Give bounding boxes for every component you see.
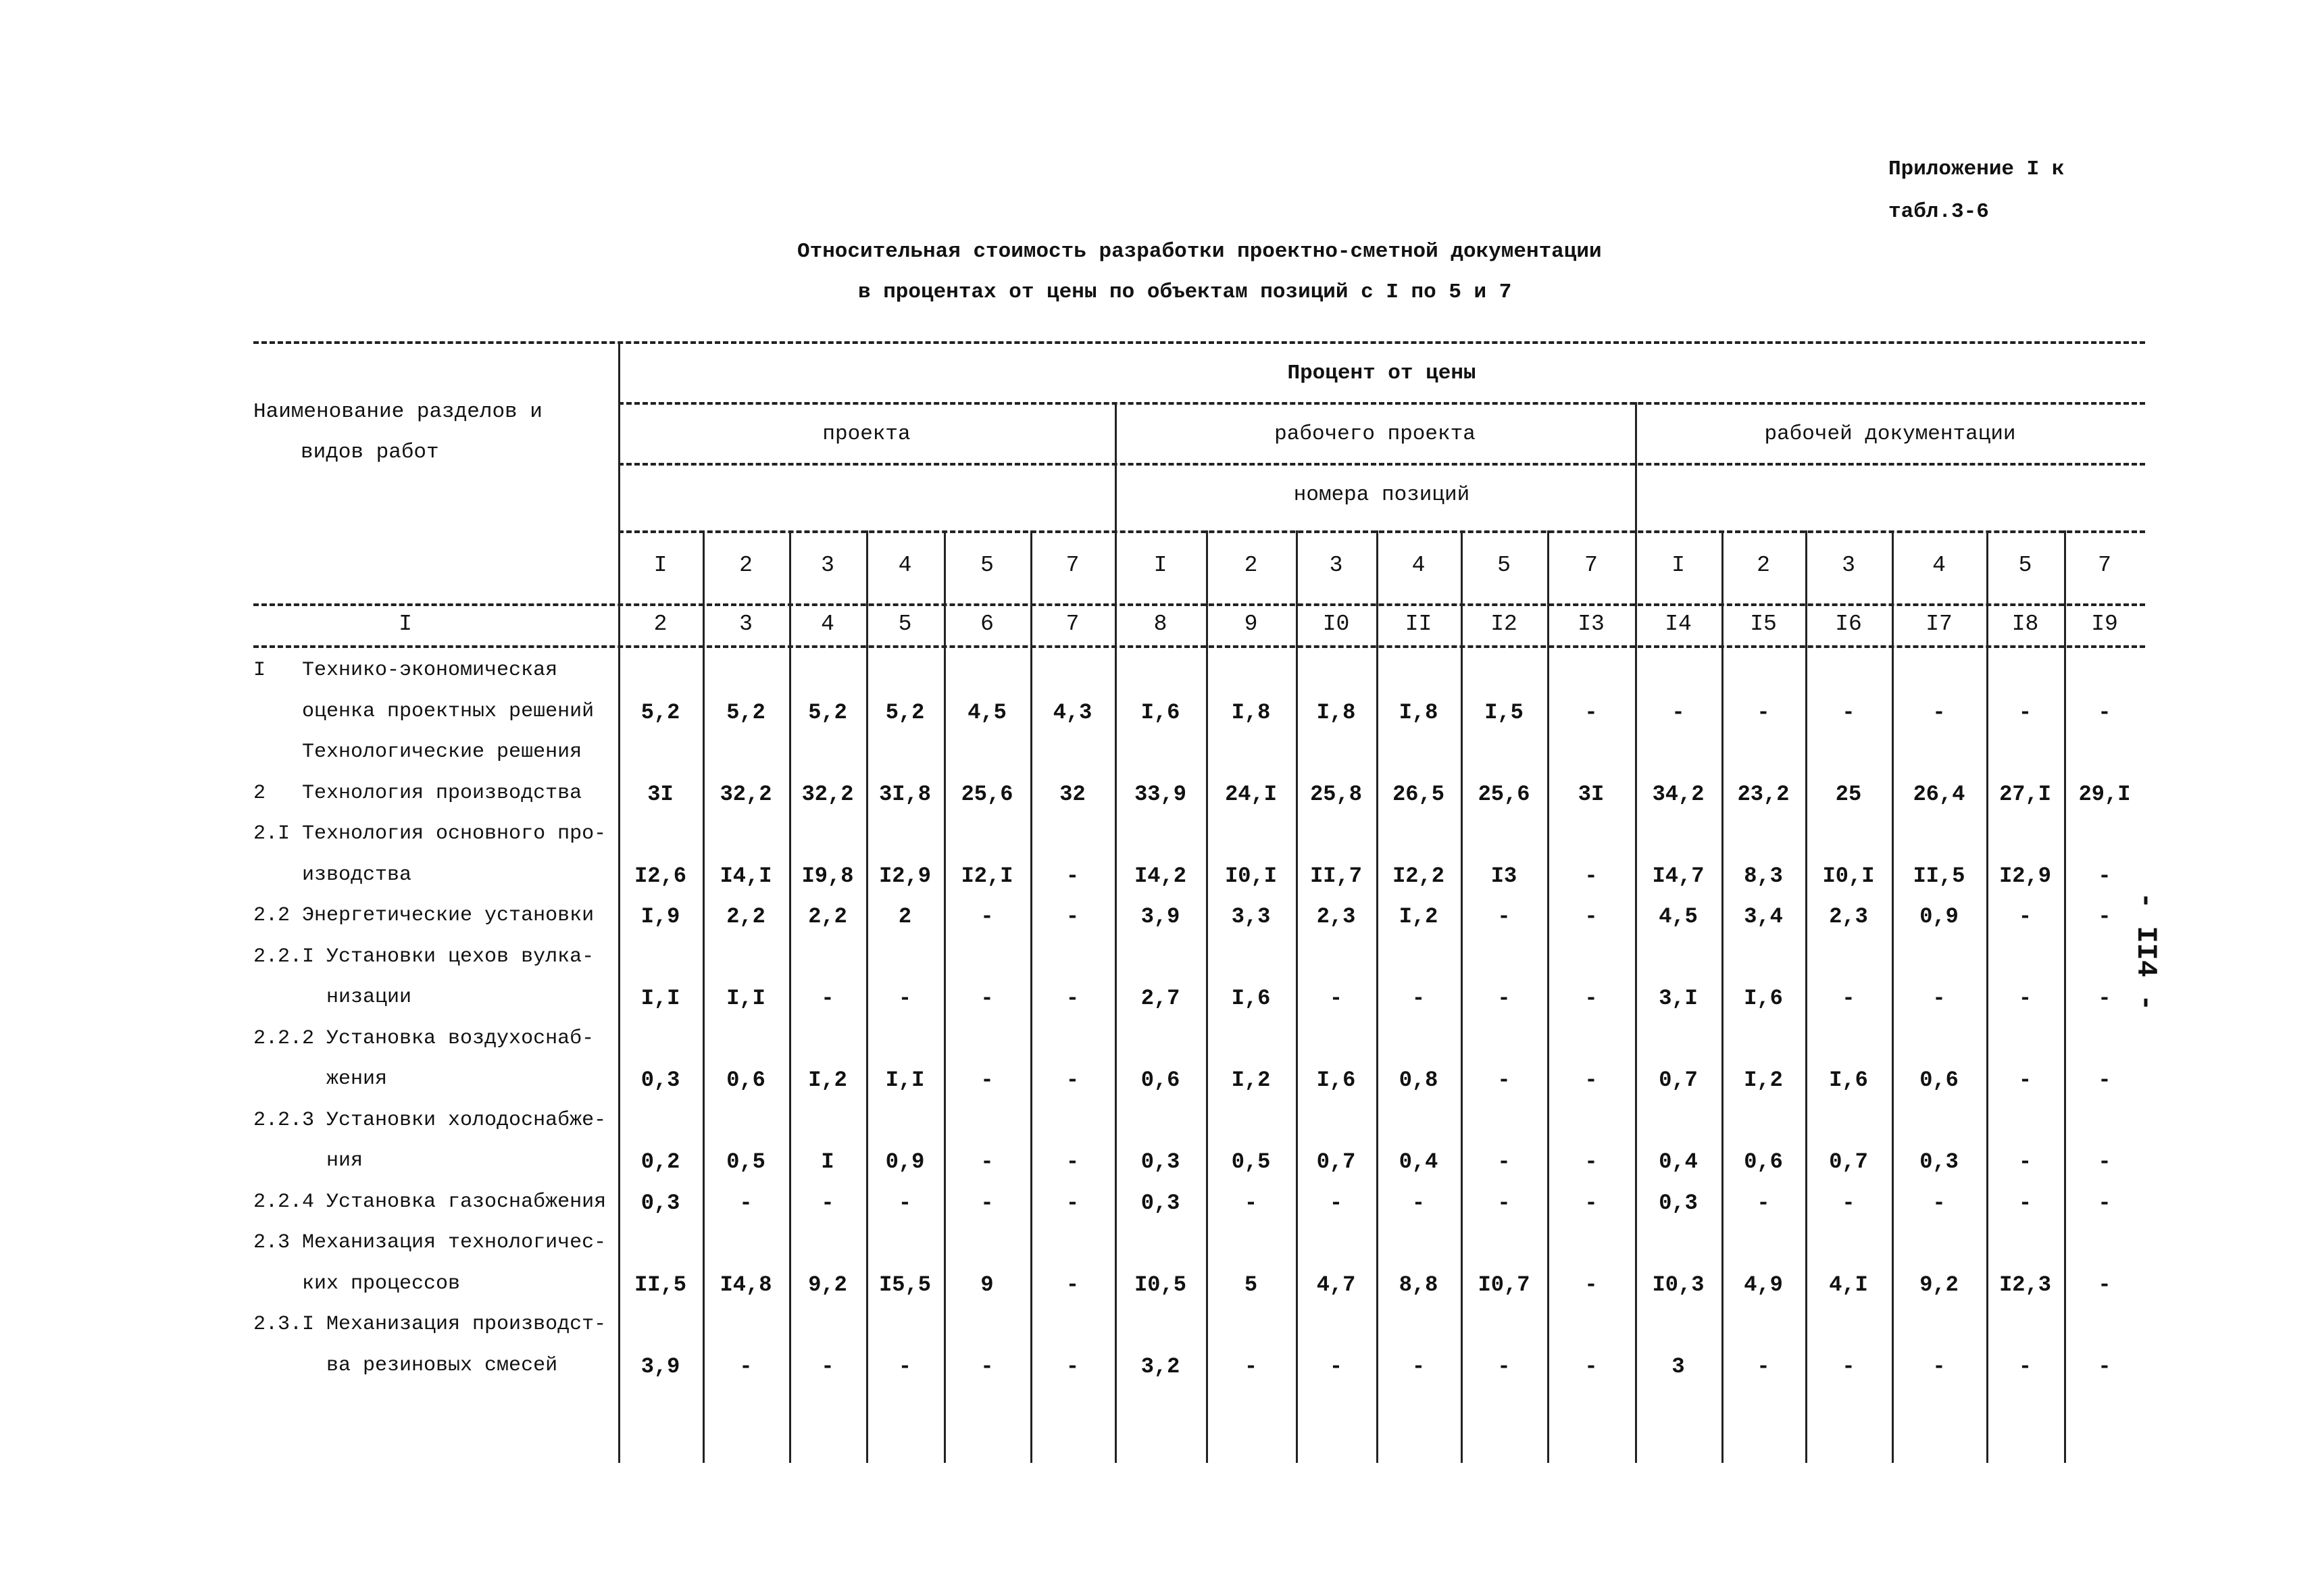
table-cell: I4,I bbox=[720, 863, 772, 889]
table-cell: 26,4 bbox=[1913, 781, 1965, 807]
position-number: I bbox=[1153, 553, 1167, 578]
col-index: 9 bbox=[1244, 612, 1258, 637]
table-cell: 2 bbox=[898, 904, 912, 929]
vline-col-9 bbox=[1461, 530, 1463, 1463]
table-cell: 0,3 bbox=[640, 1190, 680, 1216]
rule-colidx bbox=[253, 645, 2145, 648]
position-number: 4 bbox=[898, 553, 912, 578]
table-cell: 9,2 bbox=[1919, 1272, 1959, 1297]
table-cell: - bbox=[1584, 699, 1598, 725]
vline-col-8 bbox=[1376, 530, 1378, 1463]
table-cell: 3,9 bbox=[640, 1353, 680, 1379]
header-positions: номера позиций bbox=[1293, 483, 1470, 507]
table-cell: I,5 bbox=[1484, 699, 1524, 725]
vline-col-16 bbox=[2064, 530, 2066, 1463]
table-cell: - bbox=[1671, 699, 1685, 725]
table-cell: - bbox=[1497, 986, 1511, 1011]
position-number: 7 bbox=[2098, 553, 2111, 578]
table-cell: 29,I bbox=[2078, 781, 2131, 807]
table-cell: I2,2 bbox=[1392, 863, 1444, 889]
table-cell: - bbox=[739, 1190, 753, 1216]
position-number: 3 bbox=[821, 553, 834, 578]
page-number: - II4 - bbox=[2130, 892, 2162, 1012]
appendix-line-1: Приложение I к bbox=[1888, 157, 2065, 181]
row-label: 2.2 Энергетические установки bbox=[253, 904, 595, 927]
table-cell: - bbox=[1584, 1353, 1598, 1379]
table-cell: I,I bbox=[640, 986, 680, 1011]
vline-col-2 bbox=[866, 530, 868, 1463]
table-cell: 5 bbox=[1244, 1272, 1258, 1297]
table-cell: - bbox=[1932, 699, 1946, 725]
rule-posnums bbox=[253, 603, 2145, 606]
table-cell: - bbox=[1497, 1190, 1511, 1216]
position-number: I bbox=[653, 553, 668, 578]
table-cell: II,7 bbox=[1310, 863, 1362, 889]
table-cell: I5,5 bbox=[879, 1272, 931, 1297]
table-cell: 25 bbox=[1835, 781, 1862, 807]
table-cell: - bbox=[2018, 1149, 2032, 1174]
table-cell: - bbox=[1065, 1149, 1080, 1174]
vline-name bbox=[618, 341, 620, 1463]
col-index: I0 bbox=[1322, 612, 1350, 637]
vline-group-0 bbox=[1115, 402, 1117, 1463]
row-label: жения bbox=[253, 1068, 388, 1091]
col-index: I3 bbox=[1578, 612, 1605, 637]
table-cell: - bbox=[2018, 904, 2032, 929]
table-cell: II,5 bbox=[634, 1272, 686, 1297]
table-cell: 0,5 bbox=[1231, 1149, 1271, 1174]
table-cell: 0,7 bbox=[1316, 1149, 1356, 1174]
table-cell: I3 bbox=[1490, 863, 1517, 889]
table-cell: 34,2 bbox=[1652, 781, 1705, 807]
col-index: I8 bbox=[2011, 612, 2039, 637]
table-cell: - bbox=[980, 1190, 994, 1216]
table-cell: - bbox=[2018, 699, 2032, 725]
row-label: 2.2.3 Установки холодоснабже- bbox=[253, 1108, 607, 1132]
vline-col-3 bbox=[944, 530, 946, 1463]
row-label: 2.3.I Механизация производст- bbox=[253, 1313, 607, 1336]
row-label: 2.I Технология основного про- bbox=[253, 822, 607, 845]
col-index: I6 bbox=[1835, 612, 1862, 637]
table-cell: 32 bbox=[1059, 781, 1086, 807]
table-cell: I,I bbox=[885, 1068, 925, 1093]
table-cell: - bbox=[980, 1353, 994, 1379]
col-index: I7 bbox=[1926, 612, 1953, 637]
table-cell: - bbox=[898, 1190, 912, 1216]
table-cell: - bbox=[1842, 1190, 1855, 1216]
table-cell: 3I bbox=[647, 781, 674, 807]
vline-col-7 bbox=[1296, 530, 1298, 1463]
table-cell: - bbox=[1584, 1190, 1598, 1216]
row-label: 2.2.I Установки цехов вулка- bbox=[253, 945, 595, 968]
table-cell: 0,3 bbox=[1140, 1149, 1180, 1174]
table-cell: 33,9 bbox=[1134, 781, 1186, 807]
table-cell: - bbox=[2098, 863, 2111, 889]
appendix-line-2: табл.3-6 bbox=[1888, 200, 1989, 224]
vline-col-10 bbox=[1547, 530, 1549, 1463]
header-group-project: проекта bbox=[822, 422, 911, 446]
table-cell: - bbox=[1244, 1190, 1258, 1216]
document-title: Относительная стоимость разработки проектно-сметной документации bbox=[797, 240, 1602, 264]
table-cell: I0,3 bbox=[1652, 1272, 1705, 1297]
table-cell: 23,2 bbox=[1737, 781, 1790, 807]
col-index: I bbox=[399, 612, 412, 637]
table-cell: - bbox=[1497, 1353, 1511, 1379]
vline-col-14 bbox=[1892, 530, 1894, 1463]
table-cell: - bbox=[1584, 1272, 1598, 1297]
table-cell: - bbox=[2098, 1353, 2111, 1379]
table-cell: I2,9 bbox=[1999, 863, 2051, 889]
table-cell: I,I bbox=[726, 986, 765, 1011]
position-number: 5 bbox=[980, 553, 994, 578]
table-cell: I2,3 bbox=[1999, 1272, 2051, 1297]
table-cell: - bbox=[1411, 1190, 1426, 1216]
table-cell: I,2 bbox=[808, 1068, 847, 1093]
table-cell: 3,3 bbox=[1231, 904, 1271, 929]
position-number: 3 bbox=[1842, 553, 1855, 578]
table-cell: - bbox=[1065, 904, 1080, 929]
table-cell: 25,8 bbox=[1310, 781, 1362, 807]
table-cell: - bbox=[1932, 1353, 1946, 1379]
table-cell: 5,2 bbox=[726, 699, 765, 725]
table-cell: 0,6 bbox=[1140, 1068, 1180, 1093]
table-cell: 25,6 bbox=[961, 781, 1013, 807]
table-cell: - bbox=[1244, 1353, 1258, 1379]
table-cell: 8,3 bbox=[1744, 863, 1783, 889]
table-cell: - bbox=[898, 1353, 912, 1379]
table-cell: 32,2 bbox=[720, 781, 772, 807]
table-cell: 27,I bbox=[1999, 781, 2051, 807]
table-cell: I0,5 bbox=[1134, 1272, 1186, 1297]
table-cell: 5,2 bbox=[808, 699, 847, 725]
table-cell: I,9 bbox=[640, 904, 680, 929]
table-cell: - bbox=[1757, 1353, 1770, 1379]
table-cell: I,8 bbox=[1399, 699, 1438, 725]
table-cell: 0,8 bbox=[1399, 1068, 1438, 1093]
table-cell: - bbox=[2098, 1190, 2111, 1216]
position-number: 4 bbox=[1932, 553, 1946, 578]
table-cell: I4,8 bbox=[720, 1272, 772, 1297]
table-cell: 0,4 bbox=[1659, 1149, 1698, 1174]
table-cell: 32,2 bbox=[801, 781, 854, 807]
table-cell: - bbox=[1842, 986, 1855, 1011]
table-cell: 0,6 bbox=[1744, 1149, 1783, 1174]
table-cell: - bbox=[1584, 986, 1598, 1011]
table-cell: - bbox=[980, 904, 994, 929]
table-cell: 2,7 bbox=[1140, 986, 1180, 1011]
table-cell: I0,7 bbox=[1478, 1272, 1530, 1297]
rule-top bbox=[253, 341, 2145, 344]
col-index: 7 bbox=[1065, 612, 1080, 637]
table-cell: 0,3 bbox=[640, 1068, 680, 1093]
table-cell: 4,I bbox=[1829, 1272, 1868, 1297]
table-cell: 4,7 bbox=[1316, 1272, 1356, 1297]
table-cell: 3I bbox=[1578, 781, 1605, 807]
table-cell: 3,4 bbox=[1744, 904, 1783, 929]
table-cell: I,8 bbox=[1316, 699, 1356, 725]
table-cell: - bbox=[739, 1353, 753, 1379]
row-label: ких процессов bbox=[253, 1272, 461, 1295]
table-cell: I,6 bbox=[1829, 1068, 1868, 1093]
table-cell: I,6 bbox=[1231, 986, 1271, 1011]
table-cell: - bbox=[1065, 986, 1080, 1011]
table-cell: - bbox=[2098, 904, 2111, 929]
row-label: ва резиновых смесей bbox=[253, 1353, 558, 1377]
table-cell: 2,3 bbox=[1316, 904, 1356, 929]
table-cell: I bbox=[821, 1149, 834, 1174]
table-cell: 0,6 bbox=[1919, 1068, 1959, 1093]
table-cell: - bbox=[2098, 1149, 2111, 1174]
table-cell: I,6 bbox=[1744, 986, 1783, 1011]
table-cell: 3 bbox=[1671, 1353, 1685, 1379]
vline-col-0 bbox=[703, 530, 705, 1463]
row-label: 2 Технология производства bbox=[253, 781, 582, 805]
table-cell: 2,3 bbox=[1829, 904, 1868, 929]
table-cell: 3I,8 bbox=[879, 781, 931, 807]
position-number: 7 bbox=[1584, 553, 1598, 578]
table-cell: I2,6 bbox=[634, 863, 686, 889]
vline-col-15 bbox=[1986, 530, 1988, 1463]
row-label: Технологические решения bbox=[253, 741, 582, 764]
row-label: изводства bbox=[253, 863, 412, 887]
table-cell: 25,6 bbox=[1478, 781, 1530, 807]
header-group-working-project: рабочего проекта bbox=[1274, 422, 1476, 446]
col-index: 3 bbox=[739, 612, 753, 637]
position-number: 7 bbox=[1065, 553, 1080, 578]
table-cell: 24,I bbox=[1225, 781, 1277, 807]
table-cell: I,2 bbox=[1231, 1068, 1271, 1093]
col-index: I4 bbox=[1665, 612, 1692, 637]
row-label: 2.3 Механизация технологичес- bbox=[253, 1231, 607, 1254]
table-cell: 5,2 bbox=[640, 699, 680, 725]
rule-positions bbox=[618, 530, 2145, 533]
table-cell: 2,2 bbox=[726, 904, 765, 929]
col-index: I5 bbox=[1750, 612, 1777, 637]
position-number: 2 bbox=[739, 553, 753, 578]
table-cell: 0,9 bbox=[885, 1149, 925, 1174]
row-label: ния bbox=[253, 1149, 363, 1172]
table-cell: 0,5 bbox=[726, 1149, 765, 1174]
table-cell: - bbox=[2098, 1272, 2111, 1297]
table-cell: 2,2 bbox=[808, 904, 847, 929]
position-number: 2 bbox=[1244, 553, 1258, 578]
table-cell: - bbox=[980, 986, 994, 1011]
table-cell: - bbox=[2098, 986, 2111, 1011]
col-index: II bbox=[1405, 612, 1432, 637]
table-cell: 3,2 bbox=[1140, 1353, 1180, 1379]
table-cell: - bbox=[1584, 1149, 1598, 1174]
table-cell: - bbox=[1584, 863, 1598, 889]
header-group-working-docs: рабочей документации bbox=[1764, 422, 2016, 446]
table-cell: - bbox=[1932, 1190, 1946, 1216]
table-cell: 0,9 bbox=[1919, 904, 1959, 929]
table-cell: - bbox=[1065, 1068, 1080, 1093]
table-cell: - bbox=[1584, 904, 1598, 929]
vline-col-6 bbox=[1206, 530, 1208, 1463]
table-cell: - bbox=[2018, 986, 2032, 1011]
position-number: 3 bbox=[1329, 553, 1343, 578]
table-cell: 0,6 bbox=[726, 1068, 765, 1093]
table-cell: I0,I bbox=[1225, 863, 1277, 889]
table-cell: - bbox=[1329, 1190, 1343, 1216]
header-name-col: Наименование разделов и bbox=[253, 400, 543, 424]
vline-col-13 bbox=[1805, 530, 1807, 1463]
rule-groups bbox=[618, 463, 2145, 466]
col-index: 6 bbox=[980, 612, 994, 637]
table-cell: 9 bbox=[980, 1272, 994, 1297]
table-cell: - bbox=[1065, 1353, 1080, 1379]
table-cell: - bbox=[2018, 1190, 2032, 1216]
table-cell: I,2 bbox=[1744, 1068, 1783, 1093]
header-percent: Процент от цены bbox=[1287, 361, 1476, 385]
col-index: 8 bbox=[1153, 612, 1167, 637]
position-number: 4 bbox=[1411, 553, 1426, 578]
rule-percent bbox=[618, 402, 2145, 405]
col-index: 5 bbox=[898, 612, 912, 637]
table-cell: 5,2 bbox=[885, 699, 925, 725]
position-number: I bbox=[1671, 553, 1685, 578]
table-cell: I4,2 bbox=[1134, 863, 1186, 889]
table-cell: - bbox=[1497, 904, 1511, 929]
col-index: 2 bbox=[653, 612, 668, 637]
table-cell: - bbox=[1584, 1068, 1598, 1093]
row-label: низации bbox=[253, 986, 412, 1009]
table-cell: I0,I bbox=[1822, 863, 1875, 889]
table-cell: - bbox=[1065, 863, 1080, 889]
header-name-col-2: видов работ bbox=[301, 441, 439, 464]
table-cell: - bbox=[1065, 1272, 1080, 1297]
table-cell: - bbox=[821, 1353, 834, 1379]
vline-group-1 bbox=[1635, 402, 1637, 1463]
table-cell: 9,2 bbox=[808, 1272, 847, 1297]
table-cell: - bbox=[1497, 1149, 1511, 1174]
row-label: I Технико-экономическая bbox=[253, 659, 558, 682]
table-cell: - bbox=[980, 1149, 994, 1174]
table-cell: II,5 bbox=[1913, 863, 1965, 889]
document-subtitle: в процентах от цены по объектам позиций с I по 5 и 7 bbox=[858, 280, 1512, 304]
table-cell: 3,9 bbox=[1140, 904, 1180, 929]
table-cell: I4,7 bbox=[1652, 863, 1705, 889]
table-cell: 8,8 bbox=[1399, 1272, 1438, 1297]
table-cell: I2,I bbox=[961, 863, 1013, 889]
table-cell: - bbox=[1411, 986, 1426, 1011]
table-cell: 4,5 bbox=[1659, 904, 1698, 929]
table-cell: 4,9 bbox=[1744, 1272, 1783, 1297]
table-cell: I,6 bbox=[1140, 699, 1180, 725]
table-cell: 0,7 bbox=[1829, 1149, 1868, 1174]
table-cell: - bbox=[821, 986, 834, 1011]
vline-col-4 bbox=[1030, 530, 1032, 1463]
table-cell: - bbox=[1757, 1190, 1770, 1216]
table-cell: - bbox=[1932, 986, 1946, 1011]
row-label: 2.2.4 Установка газоснабжения bbox=[253, 1190, 607, 1214]
table-cell: - bbox=[898, 986, 912, 1011]
table-cell: 0,3 bbox=[1659, 1190, 1698, 1216]
table-cell: I,2 bbox=[1399, 904, 1438, 929]
table-cell: 4,5 bbox=[967, 699, 1007, 725]
table-cell: - bbox=[1757, 699, 1770, 725]
table-cell: - bbox=[1329, 1353, 1343, 1379]
table-cell: I9,8 bbox=[801, 863, 854, 889]
table-cell: - bbox=[2018, 1353, 2032, 1379]
table-cell: - bbox=[980, 1068, 994, 1093]
table-cell: 0,3 bbox=[1140, 1190, 1180, 1216]
table-cell: 4,3 bbox=[1053, 699, 1092, 725]
col-index: I9 bbox=[2091, 612, 2118, 637]
vline-col-1 bbox=[789, 530, 791, 1463]
table-cell: 0,3 bbox=[1919, 1149, 1959, 1174]
position-number: 2 bbox=[1757, 553, 1770, 578]
position-number: 5 bbox=[1497, 553, 1511, 578]
table-cell: 26,5 bbox=[1392, 781, 1444, 807]
table-cell: 0,2 bbox=[640, 1149, 680, 1174]
table-cell: 3,I bbox=[1659, 986, 1698, 1011]
table-cell: 0,4 bbox=[1399, 1149, 1438, 1174]
table-cell: - bbox=[1842, 1353, 1855, 1379]
table-cell: I2,9 bbox=[879, 863, 931, 889]
table-cell: I,6 bbox=[1316, 1068, 1356, 1093]
table-cell: - bbox=[1842, 699, 1855, 725]
table-cell: I,8 bbox=[1231, 699, 1271, 725]
col-index: 4 bbox=[821, 612, 834, 637]
row-label: оценка проектных решений bbox=[253, 699, 595, 723]
table-cell: - bbox=[1065, 1190, 1080, 1216]
position-number: 5 bbox=[2018, 553, 2032, 578]
vline-col-12 bbox=[1721, 530, 1724, 1463]
col-index: I2 bbox=[1490, 612, 1517, 637]
table-cell: - bbox=[1329, 986, 1343, 1011]
table-cell: 0,7 bbox=[1659, 1068, 1698, 1093]
table-cell: - bbox=[2098, 1068, 2111, 1093]
table-cell: - bbox=[821, 1190, 834, 1216]
table-cell: - bbox=[2098, 699, 2111, 725]
row-label: 2.2.2 Установка воздухоснаб- bbox=[253, 1026, 595, 1050]
table-cell: - bbox=[1497, 1068, 1511, 1093]
table-cell: - bbox=[2018, 1068, 2032, 1093]
table-cell: - bbox=[1411, 1353, 1426, 1379]
